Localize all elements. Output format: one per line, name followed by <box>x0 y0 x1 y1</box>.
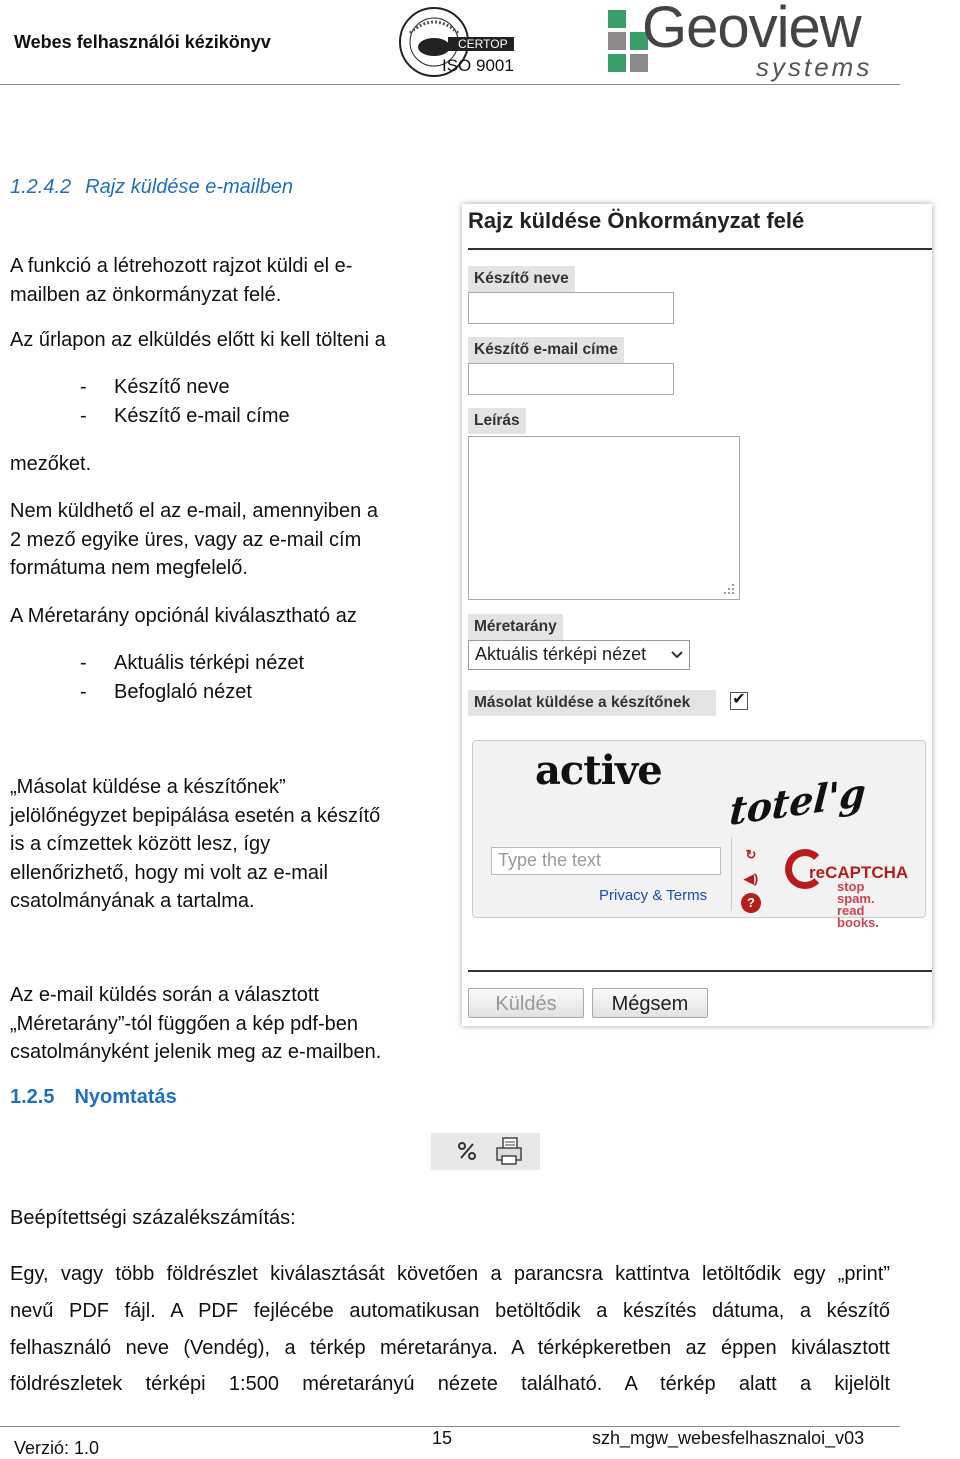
send-copy-checkbox[interactable] <box>730 692 748 710</box>
recaptcha-slogan: stop spam. read books. <box>837 879 879 930</box>
paragraph-fields-end: mezőket. <box>10 453 92 475</box>
send-button[interactable]: Küldés <box>468 988 584 1018</box>
section-title: Nyomtatás <box>74 1086 177 1108</box>
paragraph-attachment: Az e-mail küldés során a választott „Méretarány”-tól függően a kép pdf-ben csatolmányként jelenik meg az e-mailben. <box>10 984 382 1063</box>
footer-divider <box>0 1426 900 1427</box>
captcha-divider <box>731 837 732 911</box>
scale-label: Méretarány <box>468 614 563 640</box>
recaptcha-brand: reCAPTCHA <box>809 863 909 882</box>
percent-icon[interactable] <box>457 1141 477 1161</box>
paragraph-validation: Nem küldhető el az e-mail, amennyiben a 2 mező egyike üres, vagy az e-mail cím formátuma nem megfelelő. <box>10 500 378 579</box>
section-heading-print <box>10 1086 177 1109</box>
send-drawing-form <box>462 204 932 1026</box>
form-footer-divider <box>468 970 932 972</box>
author-email-label: Készítő e-mail címe <box>468 337 624 363</box>
paragraph-scale: A Méretarány opciónál kiválasztható az <box>10 605 357 627</box>
form-title-divider <box>468 248 932 250</box>
description-label: Leírás <box>468 408 526 434</box>
scale-select[interactable] <box>468 640 690 670</box>
list-item: - Készítő e-mail címe <box>80 404 290 427</box>
subheading-built-in-percent: Beépítettségi százalékszámítás: <box>10 1207 296 1229</box>
captcha-word-1: active <box>535 747 662 794</box>
scale-option-list <box>80 649 304 706</box>
author-name-input[interactable] <box>468 292 674 324</box>
header-divider <box>0 84 900 85</box>
send-copy-label: Másolat küldése a készítőnek <box>468 690 716 716</box>
description-textarea[interactable] <box>468 436 740 600</box>
form-title: Rajz küldése Önkormányzat felé <box>468 208 805 233</box>
print-toolbar <box>431 1133 540 1170</box>
list-item: - Készítő neve <box>80 376 230 398</box>
recaptcha-widget <box>472 740 926 930</box>
iso-brand-text: CERTOP <box>458 37 508 51</box>
required-field-list <box>80 373 290 430</box>
scale-select-value: Aktuális térképi nézet <box>475 644 647 664</box>
cancel-button[interactable]: Mégsem <box>592 988 708 1018</box>
geoview-logo <box>608 2 898 82</box>
page-number: 15 <box>432 1428 453 1448</box>
footer-doc-id: szh_mgw_webesfelhasznaloi_v03 <box>592 1428 865 1448</box>
audio-icon[interactable]: ◀) <box>743 871 759 886</box>
chevron-down-icon <box>671 651 683 659</box>
paragraph-copy: „Másolat küldése a készítőnek” jelölőnégyzet bepipálása esetén a készítő is a címzettek között lesz, így ellenőrizhető, hogy mi volt az e-mail csatolmányának a tartalma. <box>10 776 381 912</box>
logo-subtitle: systems <box>756 52 873 82</box>
list-item: - Befoglaló nézet <box>80 680 252 703</box>
logo-wordmark: Geoview <box>642 0 861 60</box>
checkmark-icon: ✔ <box>732 691 746 708</box>
section-title: Rajz küldése e-mailben <box>85 176 294 198</box>
section-number: 1.2.4.2 <box>10 176 72 198</box>
paragraph-function: A funkció a létrehozott rajzot küldi el e- mailben az önkormányzat felé. <box>10 255 353 306</box>
document-title: Webes felhasználói kézikönyv <box>14 32 271 52</box>
author-name-label: Készítő neve <box>468 266 575 292</box>
print-pdf-icon[interactable] <box>495 1136 523 1166</box>
author-email-input[interactable] <box>468 363 674 395</box>
privacy-terms-link[interactable]: Privacy & Terms <box>599 887 708 904</box>
paragraph-print-description: Egy, vagy több földrészlet kiválasztását követően a parancsra kattintva letöltődik egy „print” nevű PDF fájl. A PDF fejlécébe automatikusan betöltődik a készítés dátuma, a készítő felhasználó neve (Vendég), a térkép méretaránya. A térképkeretben az éppen kiválasztott földrészletek térképi 1:500 méretarányú nézete található. A térkép alatt a kijelölt <box>10 1263 890 1396</box>
section-heading-send-drawing <box>10 176 293 199</box>
resize-handle-icon[interactable] <box>723 583 735 595</box>
refresh-icon[interactable]: ↻ <box>745 847 757 862</box>
footer-version: Verzió: 1.0 <box>14 1438 100 1458</box>
iso-label-text: ISO 9001 <box>442 56 514 75</box>
captcha-input[interactable]: Type the text <box>491 847 721 875</box>
list-item: - Aktuális térképi nézet <box>80 652 305 674</box>
captcha-word-2: totel'g <box>728 769 868 834</box>
iso-certification-seal <box>396 3 516 81</box>
paragraph-required: Az űrlapon az elküldés előtt ki kell tölteni a <box>10 329 386 351</box>
section-number: 1.2.5 <box>10 1086 55 1108</box>
help-icon[interactable]: ? <box>741 893 761 913</box>
